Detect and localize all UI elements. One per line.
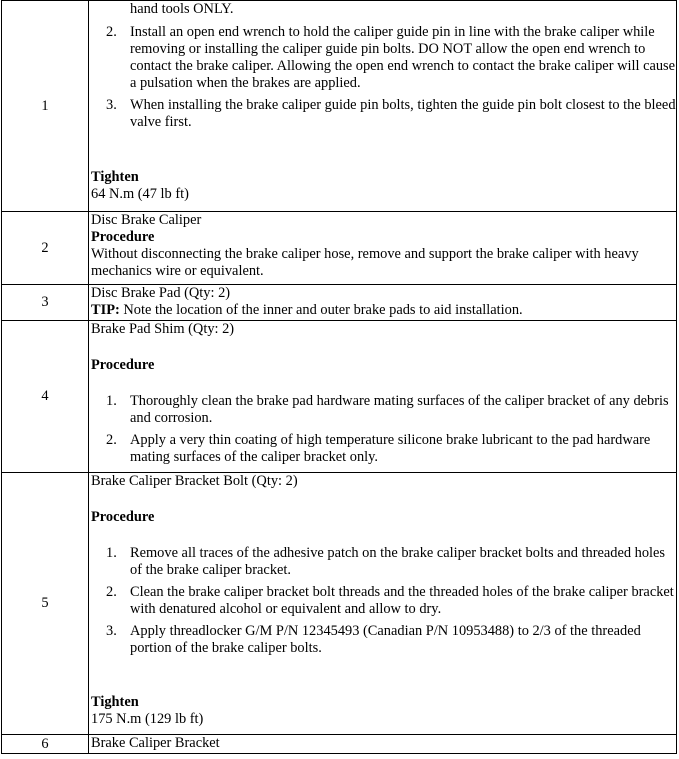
step-number: 1 [2,1,89,212]
instruction-list [91,545,676,657]
step-content [89,212,677,285]
procedure-text: Without disconnecting the brake caliper hose, remove and support the brake caliper with heavy mechanics wire or equivalent. [91,246,639,279]
table-row [2,321,677,473]
table-row [2,735,677,754]
step-number: 3 [2,285,89,321]
list-item: hand tools ONLY. [130,1,234,17]
tighten-label: Tighten [91,694,139,710]
torque-value: 175 N.m (129 lb ft) [91,711,204,727]
list-item: 2. Install an open end wrench to hold the caliper guide pin in line with the brake caliper while removing or installing the caliper guide pin bolts. DO NOT allow the open end wrench to contact the brake caliper. Allowing the open end wrench to contact the brake caliper will cause a pulsation when the brakes are applied. [106,24,676,91]
step-number: 6 [2,735,89,754]
step-content [89,285,677,321]
step-number: 4 [2,321,89,473]
component-title: Brake Pad Shim (Qty: 2) [91,321,235,337]
tip-text: Note the location of the inner and outer brake pads to aid installation. [119,302,523,318]
list-item: 1. Remove all traces of the adhesive patch on the brake caliper bracket bolts and threaded holes of the brake caliper bracket. [106,545,666,578]
step-content [89,735,677,754]
component-title: Disc Brake Caliper [91,212,202,228]
table-row [2,285,677,321]
list-item: 2. Apply a very thin coating of high temperature silicone brake lubricant to the pad hardware mating surfaces of the caliper bracket only. [106,432,651,465]
component-title: Brake Caliper Bracket [91,735,220,751]
list-item: 2. Clean the brake caliper bracket bolt threads and the threaded holes of the brake caliper bracket with denatured alcohol or equivalent and allow to dry. [106,584,674,617]
component-title: Brake Caliper Bracket Bolt (Qty: 2) [91,473,298,489]
torque-value: 64 N.m (47 lb ft) [91,186,189,202]
list-item: 3. When installing the brake caliper guide pin bolts, tighten the guide pin bolt closest to the bleed valve first. [106,97,676,130]
procedure-table [1,0,677,754]
tighten-label: Tighten [91,169,139,185]
step-content [89,1,677,212]
procedure-label: Procedure [91,229,155,245]
instruction-list [91,1,676,131]
procedure-label: Procedure [91,357,155,373]
instruction-list [91,393,676,466]
step-content [89,473,677,735]
table-row [2,1,677,212]
list-item: 3. Apply threadlocker G/M P/N 12345493 (Canadian P/N 10953488) to 2/3 of the threaded portion of the brake caliper bolts. [106,623,641,656]
procedure-label: Procedure [91,509,155,525]
table-row [2,473,677,735]
list-item: 1. Thoroughly clean the brake pad hardware mating surfaces of the caliper bracket of any debris and corrosion. [106,393,669,426]
tip-note [91,302,676,319]
step-number: 5 [2,473,89,735]
component-title: Disc Brake Pad (Qty: 2) [91,285,231,301]
tip-label: TIP: [91,302,120,318]
step-content [89,321,677,473]
step-number: 2 [2,212,89,285]
table-row [2,212,677,285]
